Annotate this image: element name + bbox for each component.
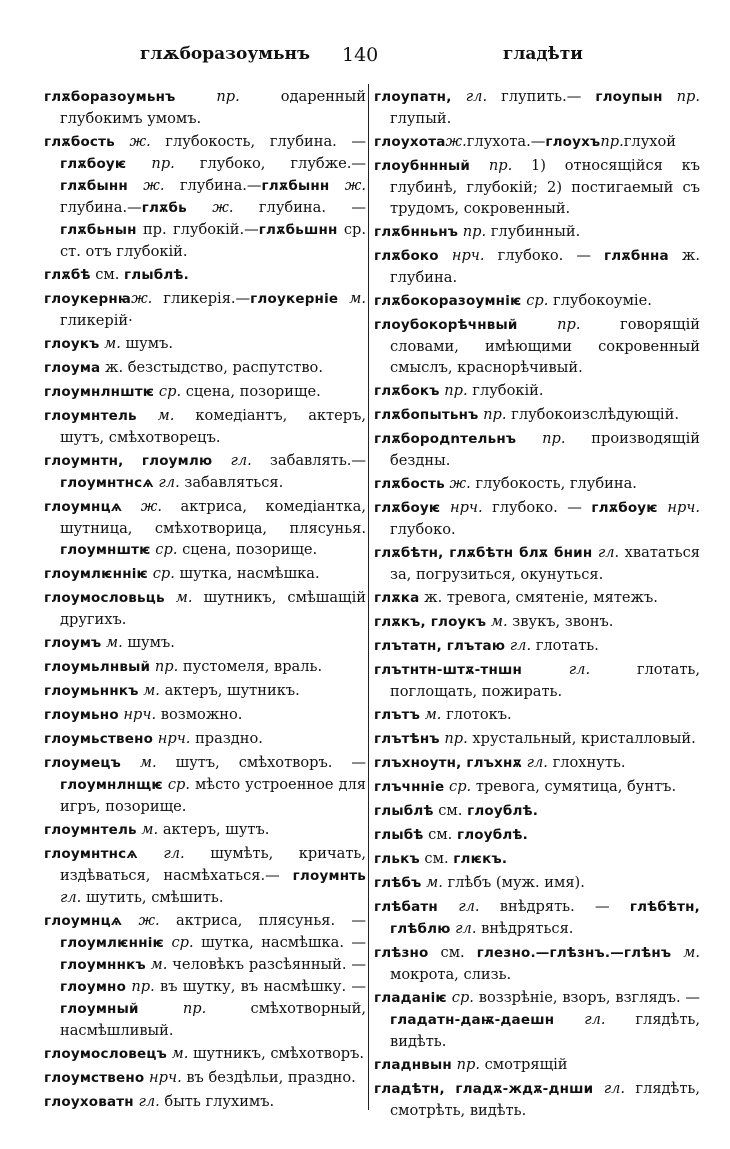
headword: глоума xyxy=(44,360,101,376)
headword: глоухъ xyxy=(545,134,601,150)
headword: глътатн, глътаю xyxy=(374,638,506,654)
dictionary-entry xyxy=(374,155,700,219)
grammar-label: м. xyxy=(99,335,121,352)
grammar-label: пр. xyxy=(451,1056,480,1073)
headword: глѣбъ xyxy=(374,875,422,891)
dictionary-entry xyxy=(44,656,366,678)
dictionary-entry xyxy=(374,497,700,540)
grammar-label: гл. xyxy=(437,898,480,915)
headword: глоублѣ. xyxy=(467,803,539,819)
dictionary-entry xyxy=(44,1091,366,1113)
grammar-label: нрч. xyxy=(153,730,191,747)
grammar-label: м. xyxy=(101,634,123,651)
dictionary-entry xyxy=(374,824,700,846)
grammar-label: м. xyxy=(164,589,193,606)
grammar-label: пр. xyxy=(150,658,179,675)
headword: глѫкъ, глоукъ xyxy=(374,614,487,630)
definition-text: актеръ, шутникъ. xyxy=(159,682,300,699)
grammar-label: м. xyxy=(338,290,366,307)
definition-text: 1) относящійся къ глубинѣ, глубокій; 2) постигаемый съ трудомъ, сокровенный. xyxy=(390,157,700,217)
definition-text: глѣбъ (муж. имя). xyxy=(442,874,585,891)
dictionary-entry xyxy=(44,910,366,1041)
grammar-label: ср. xyxy=(154,383,182,400)
headword: глоумнштѥ xyxy=(60,542,151,558)
headword: глѫбынн xyxy=(261,178,330,194)
definition-text: тревога, сумятица, бунтъ. xyxy=(471,778,677,795)
grammar-label: гл. xyxy=(450,920,477,937)
grammar-label: м. xyxy=(420,706,442,723)
grammar-label: ж. xyxy=(127,177,165,194)
grammar-label: м. xyxy=(136,407,175,424)
definition-text: хвататься за, погрузиться, окунуться. xyxy=(390,544,700,583)
definition-text: глубина. — xyxy=(233,199,366,216)
definition-text: говорящій словами, имѣющими сокровенный смыслъ, краснорѣчивый. xyxy=(390,316,700,376)
grammar-label: м. xyxy=(120,754,157,771)
definition-text: глубокость, глубина. — xyxy=(150,133,366,150)
grammar-label: ср. xyxy=(446,989,474,1006)
definition-text: ж. глубина. xyxy=(390,247,700,286)
definition-text: шутка, насмѣшка. — xyxy=(193,934,366,951)
grammar-label: пр. xyxy=(470,157,513,174)
definition-text: шумѣть, кричать, издѣваться, насмѣхаться.— xyxy=(60,845,366,884)
headword: глоумьлнвый xyxy=(44,659,151,675)
headword: глѫбоуѥ xyxy=(60,156,127,172)
headword: глоумословьць xyxy=(44,590,165,606)
definition-text: глубокоуміе. xyxy=(548,292,652,309)
headword: глоукернꙗ xyxy=(44,291,132,307)
grammar-label: ср. xyxy=(150,541,178,558)
dictionary-entry xyxy=(374,587,700,609)
definition-text: гликерій· xyxy=(60,312,133,329)
dictionary-entry xyxy=(374,290,700,312)
dictionary-entry xyxy=(44,752,366,817)
definition-text: см. xyxy=(433,802,468,819)
headword: глѥкъ. xyxy=(453,851,508,867)
definition-text: глубинный. xyxy=(486,223,581,240)
headword: глѫбьшнн xyxy=(258,222,338,238)
grammar-label: гл. xyxy=(593,1080,626,1097)
definition-text: комедіантъ, актеръ, шутъ, смѣхотворецъ. xyxy=(60,407,366,446)
headword: глътъ xyxy=(374,707,421,723)
headword: глоумнтель xyxy=(44,408,137,424)
grammar-label: гл. xyxy=(554,1011,606,1028)
headword: глъчнніе xyxy=(374,779,445,795)
definition-text: производящій бездны. xyxy=(390,430,700,469)
headword: гладѣтн, гладѫ-ждѫ-днши xyxy=(374,1081,594,1097)
dictionary-entry xyxy=(374,221,700,243)
dictionary-entry xyxy=(374,800,700,822)
grammar-label: гл. xyxy=(505,637,532,654)
grammar-label: пр. xyxy=(517,316,581,333)
definition-text: смотрящій xyxy=(480,1056,568,1073)
dictionary-entry xyxy=(44,131,366,262)
definition-text: воззрѣніе, взоръ, взглядъ. — xyxy=(473,989,700,1006)
definition-text: глубоко. — xyxy=(482,499,592,516)
grammar-label: гл. xyxy=(521,754,548,771)
definition-text: глубоко. — xyxy=(484,247,605,264)
definition-text: глупить.— xyxy=(487,88,596,105)
grammar-label: м. xyxy=(421,874,443,891)
definition-text: шутка, насмѣшка. xyxy=(174,565,320,582)
headword: глоумнть xyxy=(292,868,366,884)
grammar-label: ср. xyxy=(148,565,175,582)
definition-text: ж. тревога, смятеніе, мятежъ. xyxy=(419,589,658,606)
definition-text: см. xyxy=(423,826,457,843)
headword: глоумнтн, глоумлю xyxy=(44,453,213,469)
grammar-label: ж. xyxy=(329,177,366,194)
dictionary-entry xyxy=(44,843,366,908)
definition-text: актриса, плясунья. — xyxy=(159,912,366,929)
grammar-label: ж. xyxy=(444,475,471,492)
dictionary-entry xyxy=(44,680,366,702)
definition-text: праздно. xyxy=(190,730,263,747)
headword: гладаніѥ xyxy=(374,990,447,1006)
definition-text: пустомеля, враль. xyxy=(178,658,323,675)
grammar-label: м. xyxy=(136,821,159,838)
headword: глъхноутн, глъхнѫ xyxy=(374,755,522,771)
headword: глѫбь xyxy=(141,200,187,216)
dictionary-entry xyxy=(44,381,366,403)
dictionary-entry xyxy=(374,611,700,633)
dictionary-entry xyxy=(374,86,700,129)
dictionary-entry xyxy=(374,314,700,378)
grammar-label: ж. xyxy=(131,290,153,307)
headword: глоумословецъ xyxy=(44,1046,167,1062)
page-number: 140 xyxy=(342,44,379,66)
definition-text: быть глухимъ. xyxy=(159,1093,275,1110)
grammar-label: ср. xyxy=(521,292,549,309)
dictionary-entry xyxy=(44,704,366,726)
definition-text: глядѣть, видѣть. xyxy=(390,1011,700,1050)
grammar-label: гл. xyxy=(137,845,185,862)
definition-text: смѣхотворный, насмѣшливый. xyxy=(60,1000,366,1039)
grammar-label: пр. xyxy=(600,133,624,150)
headword: глыблѣ. xyxy=(124,267,189,283)
dictionary-entry xyxy=(44,728,366,750)
grammar-label: гл. xyxy=(153,474,180,491)
headword: глѫбородnтельнъ xyxy=(374,431,517,447)
definition-text: см. xyxy=(90,266,125,283)
grammar-label: гл. xyxy=(465,88,488,105)
headword: глѫбьнын xyxy=(60,222,137,238)
grammar-label: ж. xyxy=(122,498,162,515)
headword: глоумно xyxy=(60,979,127,995)
definition-text: мокрота, слизь. xyxy=(390,966,512,983)
definition-text: человѣкъ разсѣянный. — xyxy=(167,956,366,973)
grammar-label: пр. xyxy=(458,223,487,240)
headword: гладнвын xyxy=(374,1057,452,1073)
dictionary-entry xyxy=(374,987,700,1052)
definition-text: глотать. xyxy=(531,637,599,654)
grammar-label: пр. xyxy=(126,155,175,172)
headword: глѫбынн xyxy=(60,178,128,194)
grammar-label: м. xyxy=(486,613,508,630)
definition-text: глотокъ. xyxy=(441,706,512,723)
headword: глѫбнна xyxy=(604,248,669,264)
grammar-label: пр. xyxy=(439,730,468,747)
dictionary-entry xyxy=(374,1078,700,1121)
headword: глоумлѥнніѥ xyxy=(44,566,149,582)
definition-text: забавлять.— xyxy=(251,452,367,469)
headword: глѫбость xyxy=(44,134,115,150)
headword: глътнтн-штѫ-тншн xyxy=(374,662,523,678)
dictionary-entry xyxy=(44,1043,366,1065)
definition-text: глупый. xyxy=(390,110,452,127)
dictionary-entry xyxy=(44,819,366,841)
dictionary-entry xyxy=(44,86,366,129)
definition-text: звукъ, звонъ. xyxy=(507,613,614,630)
headword: глоумнтнсѧ xyxy=(44,846,138,862)
definition-text: шутникъ, смѣшащій другихъ. xyxy=(60,589,366,628)
dictionary-entry xyxy=(44,587,366,630)
grammar-label: ср. xyxy=(164,934,194,951)
dictionary-entry xyxy=(44,563,366,585)
definition-text: шутить, смѣшить. xyxy=(81,889,224,906)
headword: глоумьно xyxy=(44,707,119,723)
headword: глѫбѣтн, глѫбѣтн блѫ бнин xyxy=(374,545,593,561)
dictionary-entry xyxy=(374,1054,700,1076)
dictionary-entry xyxy=(374,404,700,426)
grammar-label: м. xyxy=(145,956,168,973)
grammar-label: пр. xyxy=(662,88,700,105)
headword: глоумъ xyxy=(44,635,102,651)
grammar-label: м. xyxy=(138,682,160,699)
grammar-label: пр. xyxy=(478,406,507,423)
definition-text: шумъ. xyxy=(122,634,175,651)
dictionary-entry xyxy=(374,635,700,657)
definition-text: забавляться. xyxy=(179,474,284,491)
dictionary-entry xyxy=(44,333,366,355)
headword: глоумецъ xyxy=(44,755,121,771)
headword: глоумннкъ xyxy=(60,957,146,973)
grammar-label: нрч. xyxy=(144,1069,182,1086)
dictionary-entry xyxy=(374,428,700,471)
headword: глоумный xyxy=(60,1001,139,1017)
dictionary-entry xyxy=(374,542,700,585)
headword: глоумьствено xyxy=(44,731,154,747)
headword: глѫбость xyxy=(374,476,445,492)
definition-text: сцена, позорище. xyxy=(181,383,321,400)
definition-text: возможно. xyxy=(156,706,243,723)
grammar-label: пр. xyxy=(138,1000,207,1017)
dictionary-entry xyxy=(44,405,366,448)
definition-text: пр. глубокій.— xyxy=(136,221,259,238)
grammar-label: гл. xyxy=(212,452,252,469)
headword: глоукъ xyxy=(44,336,100,352)
grammar-label: пр. xyxy=(126,978,155,995)
grammar-label: м. xyxy=(166,1045,189,1062)
dictionary-entry xyxy=(44,264,366,286)
headword: глоумнлнщѥ xyxy=(60,777,163,793)
headword: глѫбоко xyxy=(374,248,439,264)
definition-text: глубина.— xyxy=(164,177,262,194)
definition-text: актеръ, шутъ. xyxy=(158,821,270,838)
dictionary-entry xyxy=(44,450,366,494)
headword: глѫборазоумьнъ xyxy=(44,89,176,105)
headword: глѫбокоразоумніѥ xyxy=(374,293,522,309)
headword: глѫбопытьнъ xyxy=(374,407,479,423)
definition-text: мѣсто устроенное для игръ, позорище. xyxy=(60,776,366,815)
grammar-label: гл. xyxy=(133,1093,160,1110)
headword: гладатн-даѭ-даешн xyxy=(390,1012,555,1028)
headword: глоумнтнсѧ xyxy=(60,475,154,491)
definition-text: внѣдряться. xyxy=(476,920,574,937)
definition-text: см. xyxy=(419,850,454,867)
definition-text: глубокоизслѣдующій. xyxy=(506,406,679,423)
dictionary-entry xyxy=(44,1067,366,1089)
dictionary-entry xyxy=(44,288,366,331)
definition-text: глубина.— xyxy=(60,199,142,216)
headword: глѣбѣтн, глѣблю xyxy=(390,899,700,937)
headword: глътѣнъ xyxy=(374,731,440,747)
definition-text: ср. ст. отъ глубокій. xyxy=(60,221,367,260)
definition-text: глухота.— xyxy=(466,133,546,150)
definition-text: шутникъ, смѣхотворъ. xyxy=(188,1045,365,1062)
definition-text: гликерія.— xyxy=(152,290,251,307)
headword: глѫбоуѥ xyxy=(374,500,441,516)
page-header xyxy=(0,44,730,74)
grammar-label: нрч. xyxy=(440,499,483,516)
grammar-label: ж. xyxy=(122,912,160,929)
headword: глѫбѣ xyxy=(44,267,91,283)
definition-text: актриса, комедіантка, шутница, смѣхотворица, плясунья. xyxy=(60,498,366,537)
grammar-label: гл. xyxy=(592,544,620,561)
dictionary-entry xyxy=(374,659,700,702)
grammar-label: нрч. xyxy=(657,499,701,516)
grammar-label: м. xyxy=(671,944,700,961)
grammar-label: ж. xyxy=(445,133,467,150)
definition-text: внѣдрять. — xyxy=(479,898,630,915)
definition-text: глубокость, глубина. xyxy=(470,475,637,492)
dictionary-entry xyxy=(44,496,366,561)
grammar-label: ж. xyxy=(114,133,151,150)
left-column xyxy=(44,86,366,1115)
grammar-label: гл. xyxy=(522,661,591,678)
headword: глоумнтель xyxy=(44,822,137,838)
headword: глѣзно xyxy=(374,945,429,961)
definition-text: одаренный глубокимъ умомъ. xyxy=(60,88,366,127)
headword: глоупын xyxy=(595,89,663,105)
definition-text: глубоко, глубже.— xyxy=(174,155,366,172)
headword: глѫбокъ xyxy=(374,383,440,399)
grammar-label: пр. xyxy=(439,382,468,399)
headword: глѫка xyxy=(374,590,420,606)
definition-text: глубоко. xyxy=(390,521,456,538)
grammar-label: ж. xyxy=(186,199,234,216)
dictionary-entry xyxy=(44,632,366,654)
definition-text: сцена, позорище. xyxy=(177,541,318,558)
dictionary-entry xyxy=(374,942,700,985)
headword: глоубокорѣчнвый xyxy=(374,317,518,333)
headword: глоумнлнштѥ xyxy=(44,384,155,400)
right-column xyxy=(374,86,700,1123)
headword: глоумнцѧ xyxy=(44,499,123,515)
headword: глоумьннкъ xyxy=(44,683,139,699)
dictionary-entry xyxy=(374,473,700,495)
headword: глоуховатн xyxy=(44,1094,134,1110)
dictionary-entry xyxy=(374,245,700,288)
grammar-label: нрч. xyxy=(118,706,157,723)
headword: глыбѣ xyxy=(374,827,424,843)
column-divider xyxy=(368,84,369,1110)
headword: глоупатн, xyxy=(374,89,466,105)
headword: глоумлѥнніѥ xyxy=(60,935,165,951)
definition-text: ж. безстыдство, распутство. xyxy=(100,359,323,376)
dictionary-entry xyxy=(374,728,700,750)
headword: глоублѣ. xyxy=(456,827,528,843)
dictionary-entry xyxy=(374,704,700,726)
headword: глѫбоуѥ xyxy=(591,500,658,516)
dictionary-entry xyxy=(374,872,700,894)
grammar-label: пр. xyxy=(516,430,566,447)
dictionary-entry xyxy=(374,848,700,870)
dictionary-entry xyxy=(374,131,700,153)
dictionary-entry xyxy=(44,357,366,379)
definition-text: хрустальный, кристалловый. xyxy=(467,730,696,747)
definition-text: шумъ. xyxy=(120,335,173,352)
definition-text: глухой xyxy=(623,133,677,150)
grammar-label: нрч. xyxy=(438,247,485,264)
headword: глькъ xyxy=(374,851,420,867)
definition-text: глотать, поглощать, пожирать. xyxy=(390,661,700,700)
definition-text: шутъ, смѣхотворъ. — xyxy=(156,754,366,771)
definition-text: см. xyxy=(428,944,477,961)
headword: глоумствено xyxy=(44,1070,145,1086)
headword: глоубннный xyxy=(374,158,471,174)
definition-text: глубокій. xyxy=(467,382,544,399)
dictionary-entry xyxy=(374,380,700,402)
headword: глоумнцѧ xyxy=(44,913,123,929)
headword: глѫбнньнъ xyxy=(374,224,459,240)
grammar-label: пр. xyxy=(175,88,240,105)
header-left-guideword: глѫборазоумьнъ xyxy=(140,44,311,64)
headword: глѣбатн xyxy=(374,899,438,915)
headword: глезно.—глѣзнъ.—глѣнъ xyxy=(476,945,672,961)
header-right-guideword: гладѣти xyxy=(503,44,583,64)
headword: глоухота xyxy=(374,134,446,150)
grammar-label: ср. xyxy=(162,776,190,793)
dictionary-entry xyxy=(374,752,700,774)
grammar-label: ср. xyxy=(444,778,472,795)
definition-text: глохнуть. xyxy=(547,754,626,771)
definition-text: въ шутку, въ насмѣшку. — xyxy=(154,978,366,995)
definition-text: въ бездѣльи, праздно. xyxy=(181,1069,356,1086)
grammar-label: гл. xyxy=(60,889,82,906)
headword: глоукерніе xyxy=(250,291,339,307)
dictionary-entry xyxy=(374,896,700,940)
dictionary-entry xyxy=(374,776,700,798)
headword: глыблѣ xyxy=(374,803,434,819)
definition-text: глядѣть, смотрѣть, видѣть. xyxy=(390,1080,700,1119)
